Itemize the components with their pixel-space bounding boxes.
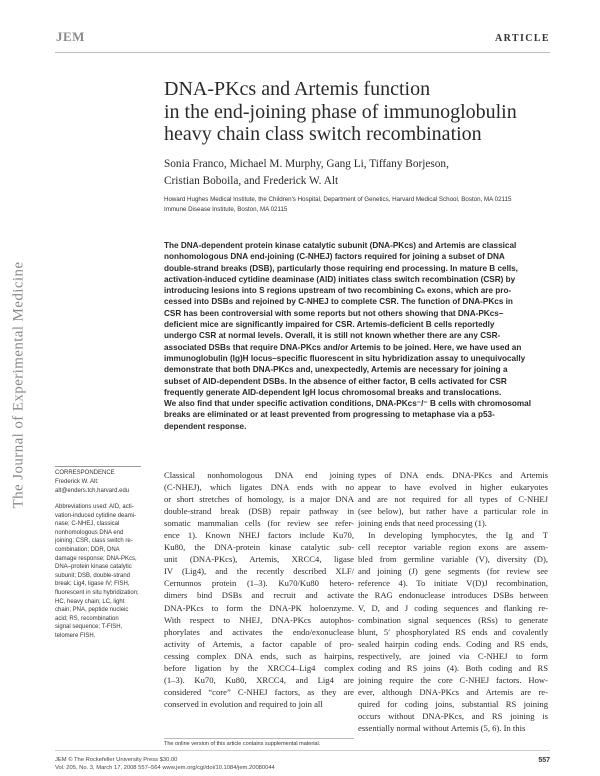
abstract-line: activation-induced cytidine deaminase (AID) initiates class switch recombination (CSR) by xyxy=(164,274,516,284)
abstract-line: subset of AID-dependent DSBs. In the absence of either factor, B cells activated for CSR xyxy=(164,376,507,386)
body-line: DNA-PKcs to form the DNA-PK holoenzyme. xyxy=(164,602,354,613)
body-column-right xyxy=(358,469,548,734)
body-line: V, D, and J coding sequences and flanking re- xyxy=(358,602,548,613)
body-line: unit (DNA-PKcs), Artemis, XRCC4, ligase xyxy=(164,554,354,565)
section-label: ARTICLE xyxy=(494,33,550,44)
author-line: Sonia Franco, Michael M. Murphy, Gang Li, Tiffany Borjeson, xyxy=(164,158,449,170)
abstract xyxy=(164,240,544,432)
journal-logo: JEM xyxy=(56,29,85,44)
abbreviation-line: damage response; DNA-PKcs, xyxy=(55,555,137,562)
body-line: essentially normal without Artemis (5, 6). In this xyxy=(358,722,526,733)
body-line: (see below), but rather have a particular role in xyxy=(358,506,548,517)
body-line: conserved in evolution and required to join all xyxy=(164,698,323,709)
body-line: ever, although DNA-PKcs and Artemis are re- xyxy=(358,686,548,697)
body-line: coding and RS joins (4). Both coding and RS xyxy=(358,662,548,673)
abbreviation-line: vation-induced cytidine deami- xyxy=(55,512,137,519)
footer-line: JEM © The Rockefeller University Press $30.00 xyxy=(55,757,178,763)
abbreviation-line: joining; CSR, class switch re- xyxy=(55,538,133,545)
body-line: Classical nonhomologous DNA end joining xyxy=(164,470,354,480)
body-line: joining ends that need processing (1). xyxy=(358,518,487,529)
article-title xyxy=(164,78,564,146)
abstract-line: double-strand breaks (DSB), particularly those requiring end processing. In mature B cells, xyxy=(164,263,518,273)
body-line: somatic mammalian cells (for review see refer- xyxy=(164,518,354,529)
abstract-line: associated DSBs that require DNA-PKcs and/or Artemis to be joined. Here, we have used an xyxy=(164,342,522,352)
body-line: (1–3). Ku70, Ku80, XRCC4, and Lig4 are xyxy=(164,674,354,685)
body-line: sealed hairpin coding ends. Coding and RS ends, xyxy=(358,638,548,649)
body-line: activity of Artemis, a factor capable of pro- xyxy=(164,638,354,649)
abbreviation-line: Abbreviations used: AID, acti- xyxy=(55,504,134,510)
abstract-line: CSR has been controversial with some reports but not others showing that DNA-PKcs– xyxy=(164,308,504,318)
abstract-line: We also find that under specific activation conditions, DNA-PKcs⁻/⁻ B cells with chromosomal xyxy=(164,399,531,409)
abstract-line: The DNA-dependent protein kinase catalytic subunit (DNA-PKcs) and Artemis are classical xyxy=(164,241,517,250)
abstract-line: nonhomologous DNA end-joining (C-NHEJ) factors required for joining a subset of DNA xyxy=(164,252,505,262)
body-line: or short stretches of homology, is a major DNA xyxy=(164,494,354,505)
title-line: DNA-PKcs and Artemis function xyxy=(164,78,431,100)
abbreviation-line: fluorescent in situ hybridization; xyxy=(55,589,139,596)
footer-line: Vol. 205, No. 3, March 17, 2008 557–564 www.jem.org/cgi/doi/10.1084/jem.20080044 xyxy=(55,765,275,771)
body-line: joining require the core C-NHEJ factors. How- xyxy=(358,674,548,685)
affiliations xyxy=(164,195,564,214)
footer xyxy=(55,756,275,772)
body-line: Cernunnos protein (1–3). Ku70/Ku80 hetero- xyxy=(164,578,354,589)
body-line: and are not required for all types of C-NHEJ xyxy=(358,494,548,505)
body-line: and joining (J) gene segments (for review see xyxy=(358,566,548,577)
correspondence-rule xyxy=(55,466,141,467)
abstract-line: demonstrate that both DNA-PKcs and, unexpectedly, Artemis are necessary for joining a xyxy=(164,365,508,375)
authors xyxy=(164,156,564,190)
abbreviation-line: nonhomologous DNA end xyxy=(55,529,124,536)
header-rule xyxy=(55,52,550,53)
abstract-line: undergo CSR at normal levels. Overall, it is still not known whether there are any CSR- xyxy=(164,331,501,341)
body-line: quired for coding joins, substantial RS joining xyxy=(358,698,548,709)
abbreviation-line: DNA–protein kinase catalytic xyxy=(55,564,132,571)
body-line: combination signal sequences (RSs) to generate xyxy=(358,614,548,625)
body-line: cell receptor variable region exons are assem- xyxy=(358,542,548,553)
affiliation-line: Immune Disease Institute, Boston, MA 02115 xyxy=(164,205,288,213)
body-line: phorylates and activates the endo/exonuclease xyxy=(164,626,354,637)
abbreviation-line: combination; DDR, DNA xyxy=(55,546,120,553)
correspondence-line: CORRESPONDENCE xyxy=(55,470,115,476)
abbreviation-line: subunit; DSB, double-strand xyxy=(55,572,131,579)
abbreviations xyxy=(55,503,145,641)
abstract-line: dependent response. xyxy=(164,421,247,431)
abbreviation-line: HC, heavy chain; LC, light xyxy=(55,598,125,605)
body-line: considered “core” C-NHEJ factors, as they are xyxy=(164,686,354,697)
abbreviation-line: break; Lig4, ligase IV; FISH, xyxy=(55,581,130,588)
body-line: types of DNA ends. DNA-PKcs and Artemis xyxy=(358,470,548,480)
body-line: bled from germline variable (V), diversity (D), xyxy=(358,554,548,565)
abstract-line: introducing lesions into S regions upstream of two recombining Cₕ exons, which are pro- xyxy=(164,286,512,296)
footer-rule xyxy=(55,750,550,751)
body-line: cessing complex DNA ends, such as hairpins, xyxy=(164,650,354,661)
body-line: dimers bind DSBs and recruit and activate xyxy=(164,590,354,601)
abbreviation-line: signal sequence; T-FISH, xyxy=(55,624,123,631)
author-line: Cristian Boboila, and Frederick W. Alt xyxy=(164,175,339,187)
correspondence-line: Frederick W. Alt: xyxy=(55,478,99,485)
body-line: blunt, 5′ phosphorylated RS ends and covalently xyxy=(358,626,548,637)
abstract-line: immunoglobulin (Ig)H locus–specific fluorescent in situ hybridization assay to unequivocally xyxy=(164,353,526,363)
affiliation-line: Howard Hughes Medical Institute, the Children's Hospital, Department of Genetics, Harvard Medical School, Boston, MA 02115 xyxy=(164,196,512,203)
abbreviation-line: acid; RS, recombination xyxy=(55,615,119,622)
body-line: double-strand break (DSB) repair pathway in xyxy=(164,506,354,517)
abstract-line: cessed into DSBs and rejoined by C-NHEJ to complete CSR. The function of DNA-PKcs in xyxy=(164,297,513,307)
journal-sidebar-title: The Journal of Experimental Medicine xyxy=(10,261,27,509)
body-line: IV (Lig4), and the recently described XLF/ xyxy=(164,566,354,577)
body-column-left xyxy=(164,469,354,710)
body-line: (C-NHEJ), which ligates DNA ends with no xyxy=(164,482,354,493)
body-line: occurs without DNA-PKcs, and RS joining is xyxy=(358,710,548,721)
footnote: The online version of this article contains supplemental material. xyxy=(164,741,321,747)
body-line: the RAG endonuclease introduces DSBs between xyxy=(358,590,548,601)
body-line: respectively, are joined via C-NHEJ to form xyxy=(358,650,548,661)
abstract-line: deficient mice are significantly impaired for CSR. Artemis-deficient B cells reportedly xyxy=(164,320,495,330)
body-line: In developing lymphocytes, the Ig and T xyxy=(368,530,548,541)
abbreviation-line: chain; PNA, peptide nucleic xyxy=(55,607,129,614)
abstract-line: breaks are eliminated or at least prevented from progressing to metaphase via a p53- xyxy=(164,410,495,420)
body-line: appear to have evolved in higher eukaryotes xyxy=(358,482,548,493)
abbreviation-line: telomere FISH. xyxy=(55,632,96,639)
abstract-line: frequently generate AID-dependent IgH locus chromosomal breaks and translocations. xyxy=(164,387,502,397)
title-line: in the end-joining phase of immunoglobulin xyxy=(164,100,517,123)
abbreviation-line: nase; C-NHEJ, classical xyxy=(55,521,120,528)
body-line: reference 4). To initiate V(D)J recombination, xyxy=(358,578,548,589)
body-line: With respect to NHEJ, DNA-PKcs autophos- xyxy=(164,614,354,625)
correspondence xyxy=(55,469,145,495)
body-line: before ligation by the XRCC4–Lig4 complex xyxy=(164,662,354,673)
body-line: ence 1). Known NHEJ factors include Ku70, xyxy=(164,530,354,541)
page-number: 557 xyxy=(538,757,550,764)
correspondence-line: alt@enders.tch.harvard.edu xyxy=(55,487,130,494)
title-line: heavy chain class switch recombination xyxy=(164,123,482,145)
footnote-rule xyxy=(164,738,354,739)
body-line: Ku80, the DNA-protein kinase catalytic sub- xyxy=(164,542,354,553)
